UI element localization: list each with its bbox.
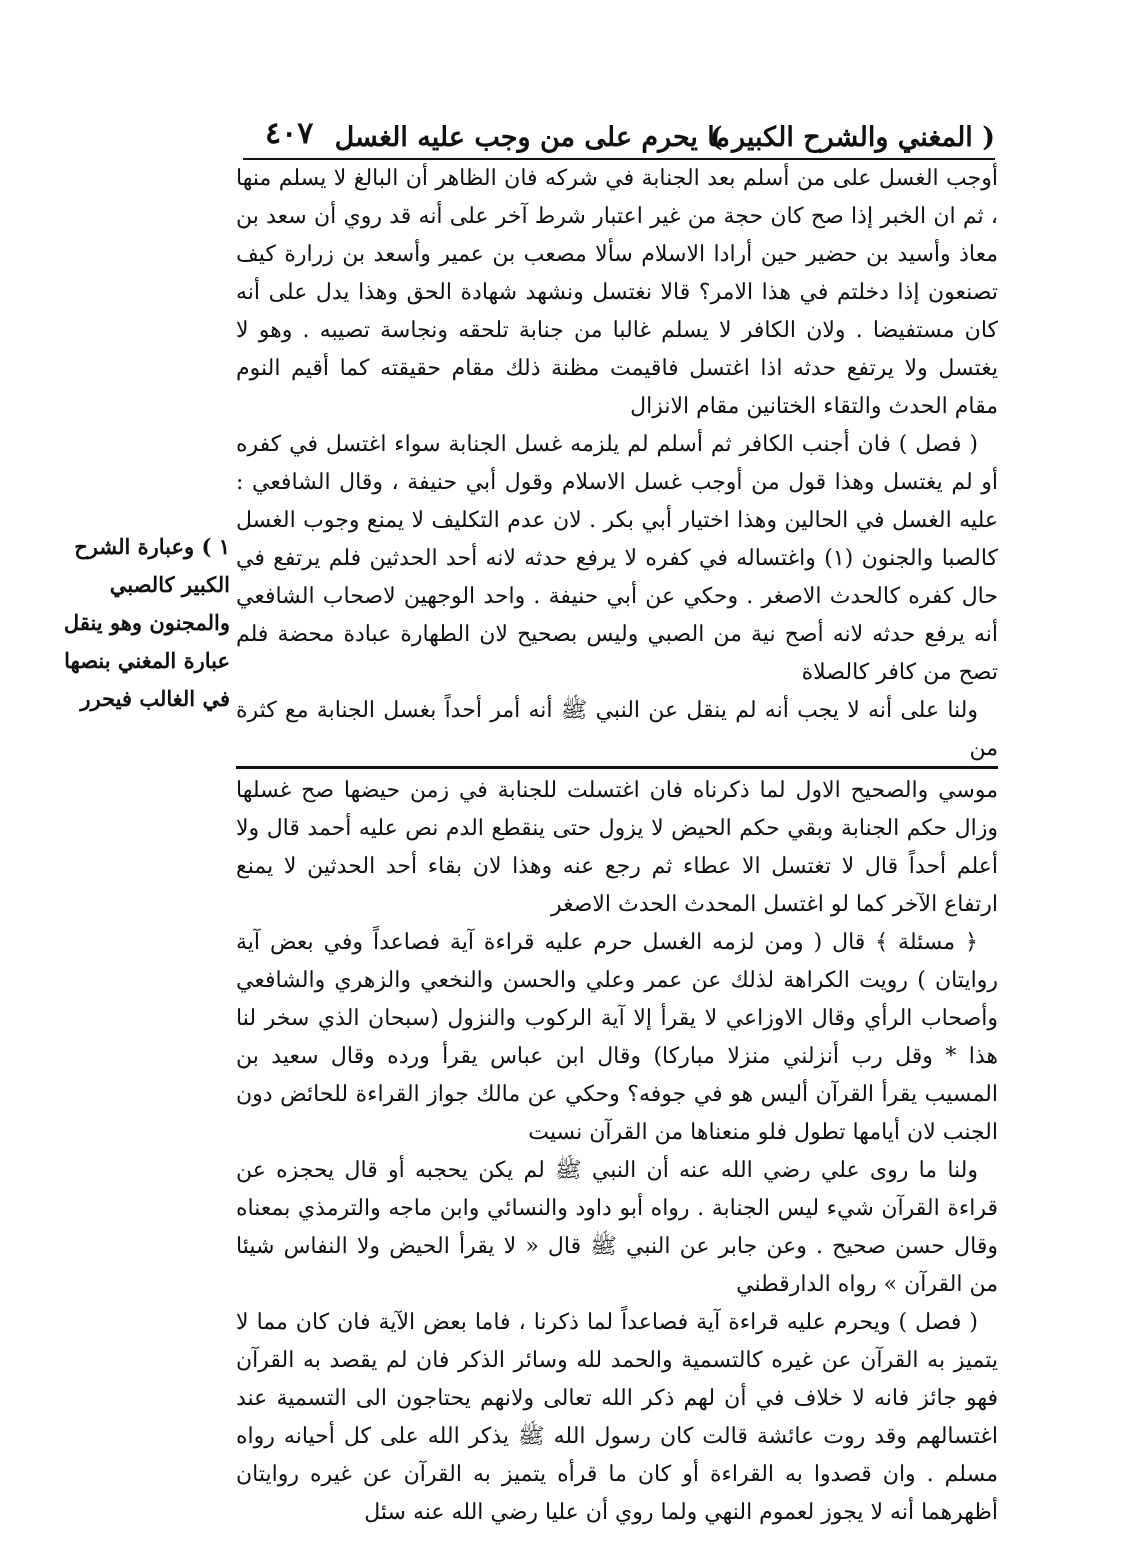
paragraph: ( فصل ) فان أجنب الكافر ثم أسلم لم يلزمه غسل الجنابة سواء اغتسل في كفره أو لم يغتسل وهذا قول من أوجب غسل الاسلام وقول أبي حنيفة ، وقال الشافعي : عليه الغسل في الحالين وهذا اختيار أبي بكر . لان عدم التكليف لا يمنع وجوب الغسل كالصبا والجنون (١) واغتساله في كفره لا يرفع حدثه لانه أحد الحدثين فلم يرتفع في حال كفره كالحدث الاصغر . وحكي عن أبي حنيفة . واحد الوجهين لاصحاب الشافعي أنه يرفع حدثه لانه أصح نية من الصبي وليس بصحيح لان الطهارة عبادة محضة فلم تصح من كافر كالصلاة [236,432,999,685]
section-title: ما يحرم على من وجب عليه الغسل [334,122,730,153]
section-divider [236,766,998,769]
paragraph: ﴿ مسئلة ﴾ قال ( ومن لزمه الغسل حرم عليه قراءة آية فصاعداً وفي بعض آية روايتان ) رويت الكراهة لذلك عن عمر وعلي والحسن والنخعي والزهري والشافعي وأصحاب الرأي وقال الاوزاعي لا يقرأ إلا آية الركوب والنزول (سبحان الذي سخر لنا هذا * وقل رب أنزلني منزلا مباركا) وقال ابن عباس يقرأ ورده وقال سعيد بن المسيب يقرأ القرآن أليس هو في جوفه؟ وحكي عن مالك جواز القراءة للحائض دون الجنب لان أيامها تطول فلو منعناها من القرآن نسيت [236,930,998,1145]
margin-footnote: ١ ) وعبارة الشرح الكبير كالصبي والمجنون وهو ينقل عبارة المغني بنصها في الغالب فيحرر [63,534,230,711]
book-title: ( المغني والشرح الكبير ) [709,122,995,153]
paragraph: ( فصل ) ويحرم عليه قراءة آية فصاعداً لما ذكرنا ، فاما بعض الآية فان كان مما لا يتميز به القرآن عن غيره كالتسمية والحمد لله وسائر الذكر فان لم يقصد به القرآن فهو جائز فانه لا خلاف في أن لهم ذكر الله تعالى ولانهم يحتاجون الى التسمية عند اغتسالهم وقد روت عائشة قالت كان رسول الله ﷺ يذكر الله على كل أحيانه رواه مسلم . وان قصدوا به القراءة أو كان ما قرأه يتميز به القرآن عن غيره روايتان أظهرهما أنه لا يجوز لعموم النهي ولما روي أن عليا رضي الله عنه سئل [236,1310,998,1525]
paragraph: موسي والصحيح الاول لما ذكرناه فان اغتسلت للجنابة في زمن حيضها صح غسلها وزال حكم الجنابة وبقي حكم الحيض لا يزول حتى ينقطع الدم نص عليه أحمد قال ولا أعلم أحداً قال لا تغتسل الا عطاء ثم رجع عنه وهذا لان بقاء أحد الحدثين لا يمنع ارتفاع الآخر كما لو اغتسل المحدث الحدث الاصغر [236,778,998,917]
running-header [243,116,995,160]
paragraph: ولنا ما روى علي رضي الله عنه أن النبي ﷺ لم يكن يحجبه أو قال يحجزه عن قراءة القرآن شيء ليس الجنابة . رواه أبو داود والنسائي وابن ماجه والترمذي بمعناه وقال حسن صحيح . وعن جابر عن النبي ﷺ قال « لا يقرأ الحيض ولا النفاس شيئا من القرآن » رواه الدارقطني [236,1158,998,1297]
upper-text-block [236,160,998,768]
page-number: ٤٠٧ [265,116,314,151]
paragraph: ولنا على أنه لا يجب أنه لم ينقل عن النبي ﷺ أنه أمر أحداً بغسل الجنابة مع كثرة من [236,698,998,761]
paragraph: أوجب الغسل على من أسلم بعد الجنابة في شركه فان الظاهر أن البالغ لا يسلم منها ، ثم ان الخبر إذا صح كان حجة من غير اعتبار شرط آخر على أنه قد روي أن سعد بن معاذ وأسيد بن حضير حين أرادا الاسلام سألا مصعب بن عمير وأسعد بن زرارة كيف تصنعون إذا دخلتم في هذا الامر؟ قالا نغتسل ونشهد شهادة الحق وهذا يدل على أنه كان مستفيضا . ولان الكافر لا يسلم غالبا من جنابة تلحقه ونجاسة تصيبه . وهو لا يغتسل ولا يرتفع حدثه اذا اغتسل فاقيمت مظنة ذلك مقام حقيقته كما أقيم النوم مقام الحدث والتقاء الختانين مقام الانزال [236,166,998,419]
lower-text-block [236,772,998,1532]
